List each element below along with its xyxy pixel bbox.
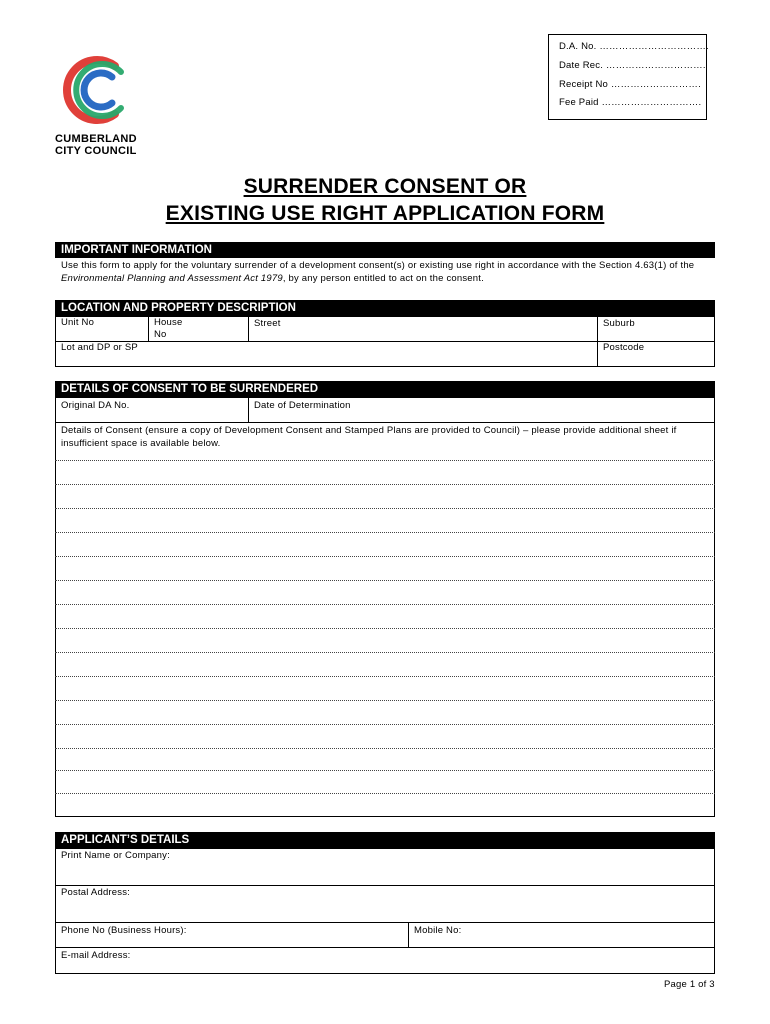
form-title-line1: SURRENDER CONSENT OR: [243, 175, 527, 198]
page-number: Page 1 of 3: [664, 979, 715, 990]
postal-address-field[interactable]: Postal Address:: [61, 887, 131, 898]
consent-header: DETAILS OF CONSENT TO BE SURRENDERED: [55, 381, 715, 397]
applicant-table: [55, 848, 715, 974]
date-determination-field[interactable]: Date of Determination: [254, 400, 351, 411]
postcode-field[interactable]: Postcode: [603, 342, 645, 353]
council-logo-icon: [57, 50, 137, 130]
council-logo: [55, 50, 145, 160]
form-title-line2: EXISTING USE RIGHT APPLICATION FORM: [165, 202, 605, 225]
logo-text-line1: CUMBERLAND: [55, 133, 137, 145]
print-name-field[interactable]: Print Name or Company:: [61, 850, 170, 861]
lot-dp-field[interactable]: Lot and DP or SP: [61, 342, 138, 353]
email-field[interactable]: E-mail Address:: [61, 950, 131, 961]
important-info-header: IMPORTANT INFORMATION: [55, 242, 715, 258]
house-no-field[interactable]: House No: [154, 317, 183, 340]
mobile-field[interactable]: Mobile No:: [414, 925, 462, 936]
applicant-header: APPLICANT’S DETAILS: [55, 832, 715, 848]
da-no-field[interactable]: D.A. No. …………………………….: [559, 41, 709, 52]
original-da-field[interactable]: Original DA No.: [61, 400, 130, 411]
logo-text-line2: CITY COUNCIL: [55, 145, 137, 157]
phone-field[interactable]: Phone No (Business Hours):: [61, 925, 187, 936]
consent-details-text: Details of Consent (ensure a copy of Development Consent and Stamped Plans are provided to Council) – please provide additional sheet if insufficient space is available below.: [61, 425, 677, 449]
suburb-field[interactable]: Suburb: [603, 318, 635, 329]
office-use-box: [548, 34, 707, 120]
important-info-text: Use this form to apply for the voluntary surrender of a development consent(s) or existing use right in accordance with the Section 4.63(1) of the Environmental Planning and Assessment Act 1979, by any person entitled to act on the consent.: [61, 260, 695, 284]
receipt-no-field[interactable]: Receipt No ……………………….: [559, 79, 701, 90]
date-rec-field[interactable]: Date Rec. ………………………….: [559, 60, 706, 71]
unit-no-field[interactable]: Unit No: [61, 317, 95, 328]
location-header: LOCATION AND PROPERTY DESCRIPTION: [55, 300, 715, 316]
street-field[interactable]: Street: [254, 318, 281, 329]
fee-paid-field[interactable]: Fee Paid ………………………….: [559, 97, 702, 108]
